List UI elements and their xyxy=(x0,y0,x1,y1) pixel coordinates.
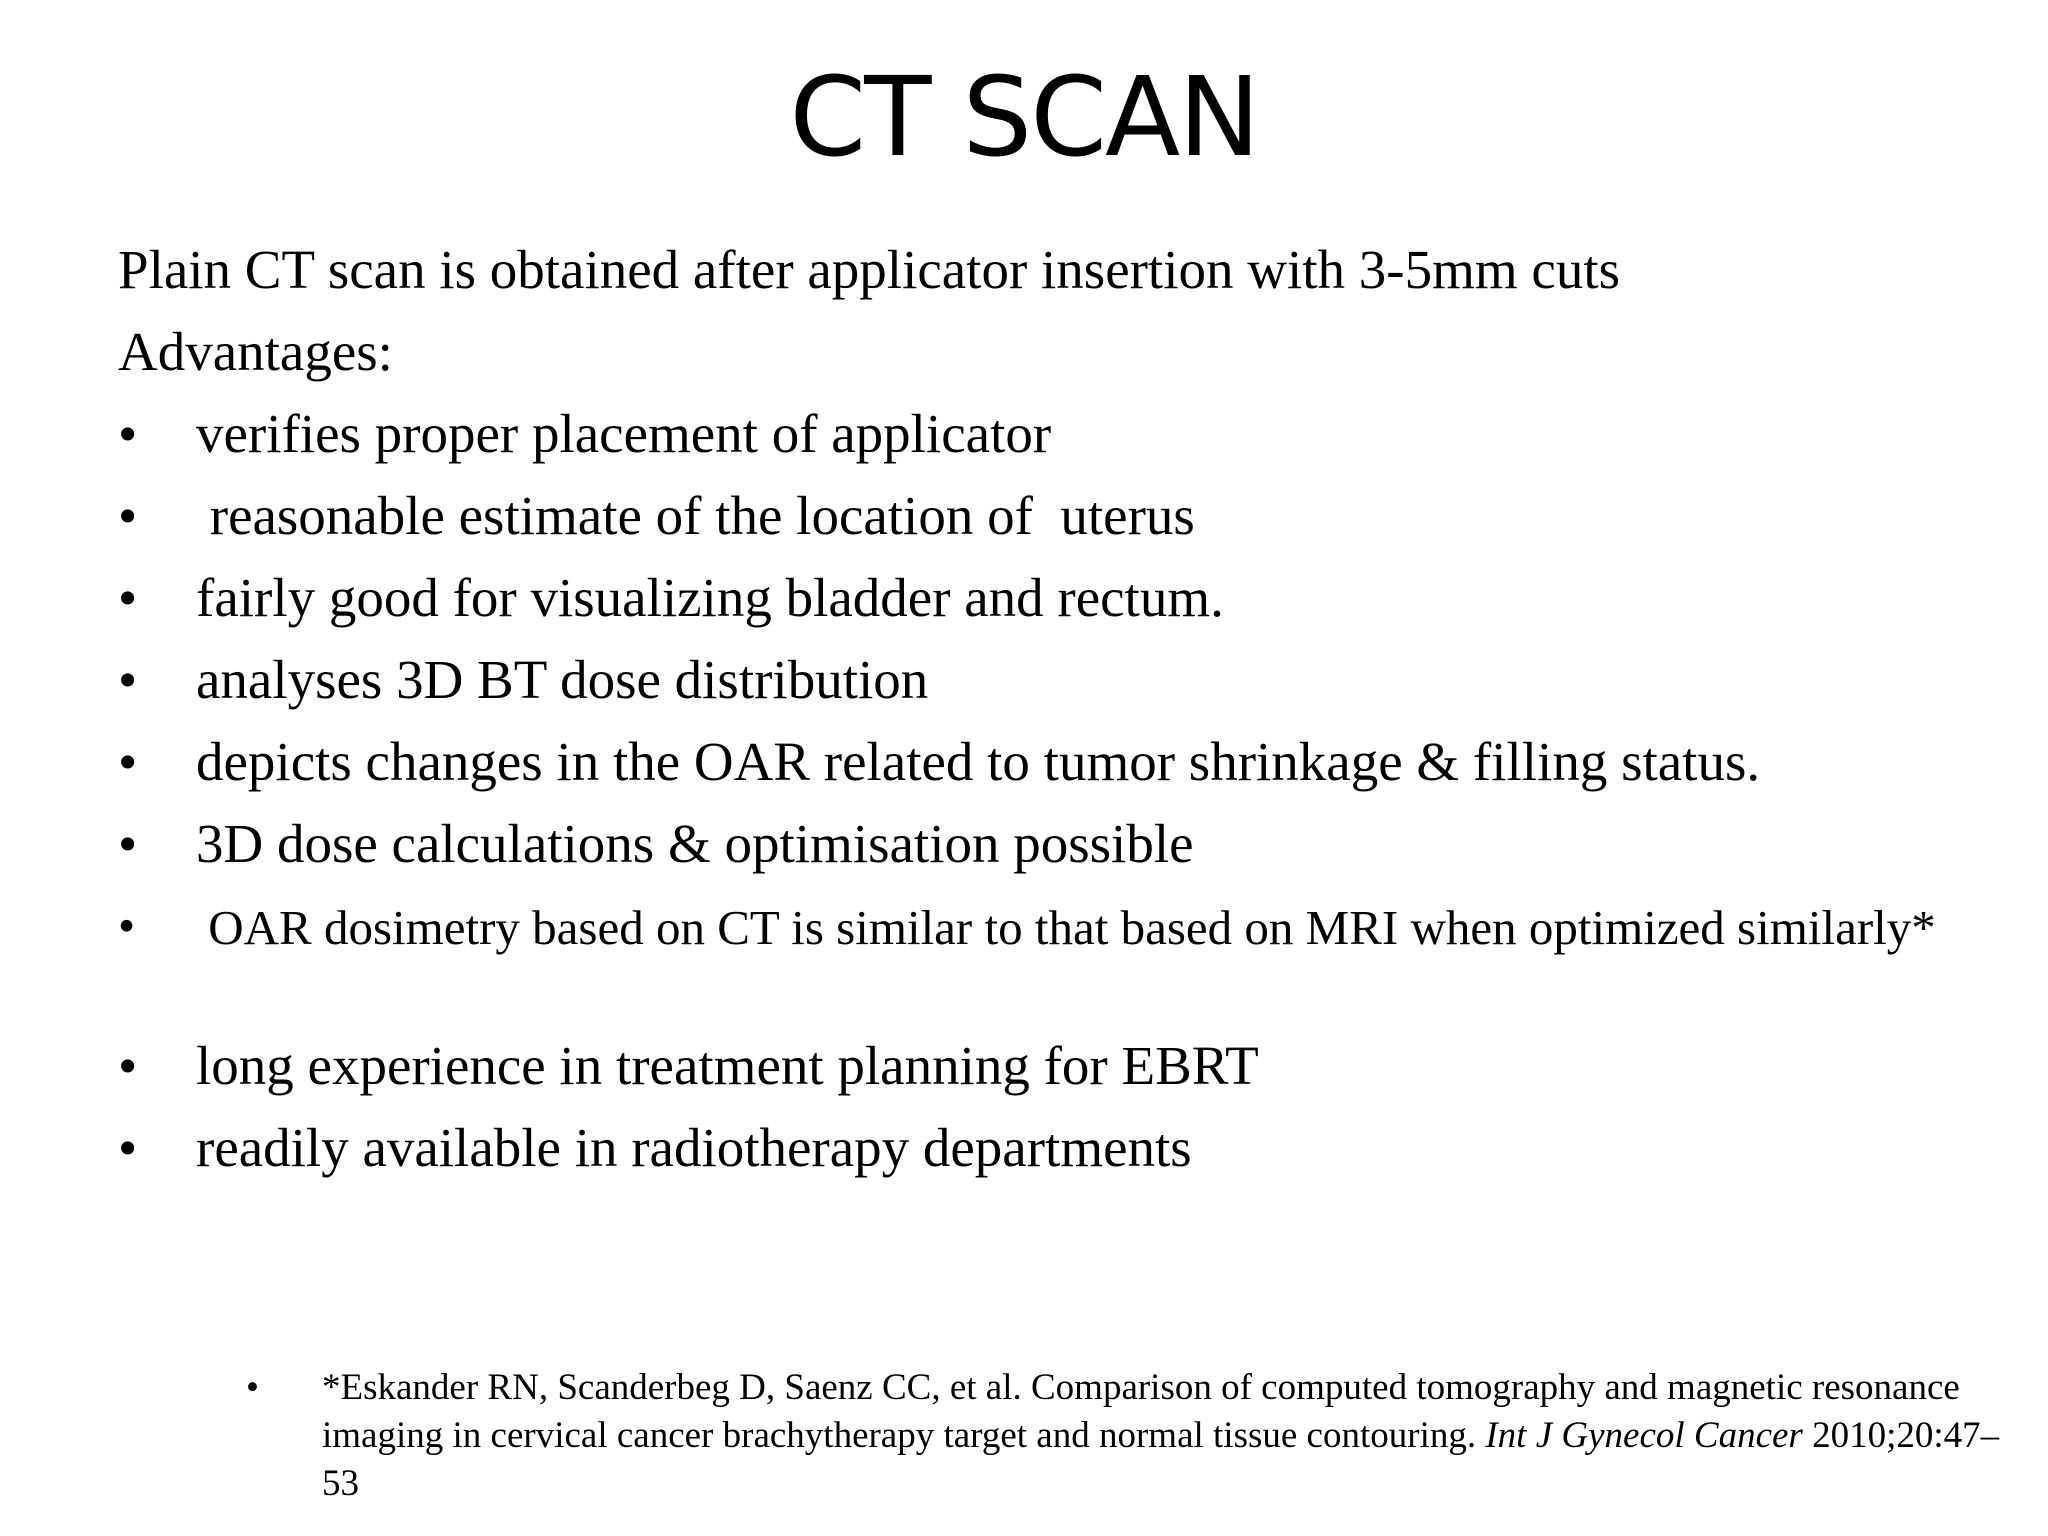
bullet-text: analyses 3D BT dose distribution xyxy=(196,649,929,710)
bullet-icon: • xyxy=(118,1035,138,1096)
bullet-icon: • xyxy=(246,1367,259,1408)
intro-line: Plain CT scan is obtained after applicator insertion with 3-5mm cuts xyxy=(118,239,1620,300)
bullet-icon: • xyxy=(118,898,136,953)
reference-journal: Int J Gynecol Cancer xyxy=(1485,1415,1803,1456)
bullet-text: OAR dosimetry based on CT is similar to that based on MRI when optimized similarly* xyxy=(196,900,1936,955)
advantages-heading: Advantages: xyxy=(118,321,393,382)
bullet-icon: • xyxy=(118,403,138,464)
bullet-icon: • xyxy=(118,567,138,628)
bullet-text: 3D dose calculations & optimisation possible xyxy=(196,813,1194,874)
bullet-icon: • xyxy=(118,731,138,792)
slide-title: CT SCAN xyxy=(789,53,1259,181)
reference-citation: 2010;20:47–53 xyxy=(322,1415,2000,1504)
reference-text xyxy=(322,1364,2012,1508)
bullet-text: long experience in treatment planning for EBRT xyxy=(196,1035,1259,1096)
bullet-icon: • xyxy=(118,813,138,874)
bullet-text: fairly good for visualizing bladder and rectum. xyxy=(196,567,1224,628)
reference-main: *Eskander RN, Scanderbeg D, Saenz CC, et al. Comparison of computed tomography and magnetic resonance imaging in cervical cancer brachytherapy target and normal tissue contouring. xyxy=(322,1367,1960,1456)
bullet-icon: • xyxy=(118,649,138,710)
bullet-icon: • xyxy=(118,1117,138,1178)
bullet-text: reasonable estimate of the location of uterus xyxy=(196,485,1195,546)
bullet-text: readily available in radiotherapy departments xyxy=(196,1117,1192,1178)
bullet-text: depicts changes in the OAR related to tumor shrinkage & filling status. xyxy=(196,731,1761,792)
bullet-icon: • xyxy=(118,485,138,546)
bullet-text: verifies proper placement of applicator xyxy=(196,403,1052,464)
